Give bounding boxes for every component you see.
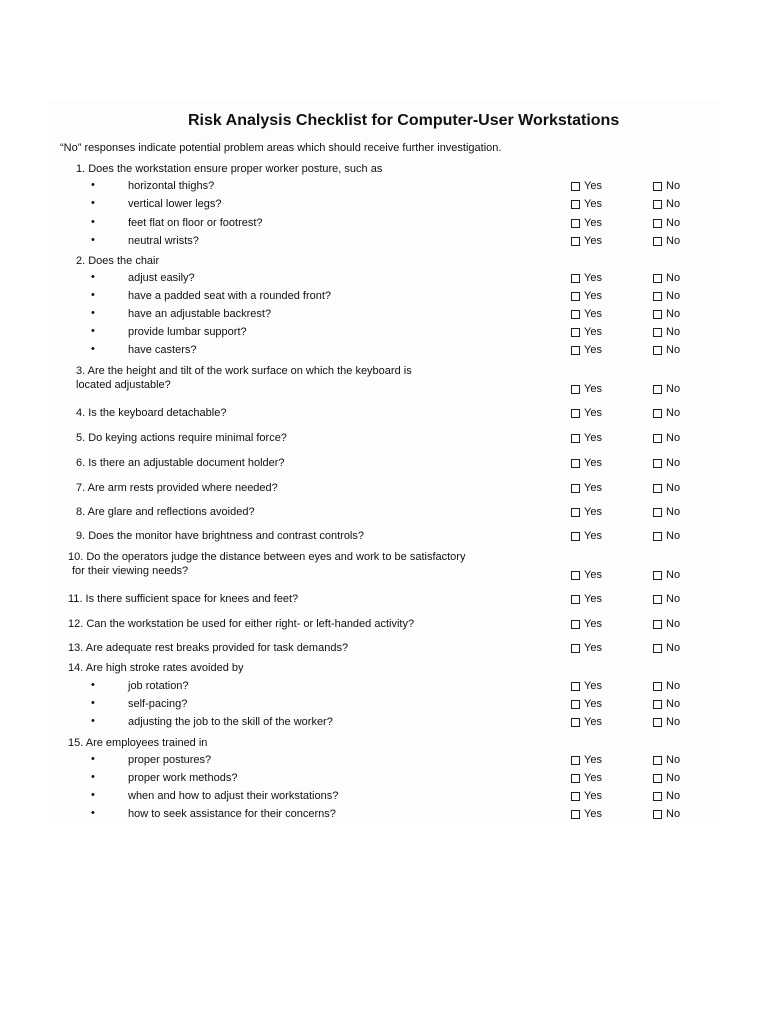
bullet-icon: •	[91, 216, 95, 228]
bullet-icon: •	[91, 771, 95, 783]
checklist-item-row	[48, 754, 720, 772]
checklist-item-text: horizontal thighs?	[128, 180, 215, 192]
checklist-item-row	[48, 680, 720, 698]
no-checkbox[interactable]	[653, 292, 662, 301]
no-option[interactable]	[653, 716, 680, 728]
yes-label: Yes	[584, 217, 602, 229]
bullet-icon: •	[91, 307, 95, 319]
no-checkbox[interactable]	[653, 328, 662, 337]
yes-checkbox[interactable]	[571, 459, 580, 468]
no-option[interactable]	[653, 180, 680, 192]
question-row	[48, 482, 720, 500]
question-row	[48, 364, 720, 400]
no-checkbox[interactable]	[653, 484, 662, 493]
checklist-item-text: proper work methods?	[128, 772, 238, 784]
question-text-line1: 10. Do the operators judge the distance between eyes and work to be satisfactory	[68, 551, 466, 563]
bullet-icon: •	[91, 807, 95, 819]
no-checkbox[interactable]	[653, 346, 662, 355]
question-text-line2: located adjustable?	[76, 379, 171, 391]
no-checkbox[interactable]	[653, 644, 662, 653]
no-option[interactable]	[653, 593, 680, 605]
yes-option[interactable]	[571, 790, 602, 802]
checklist-item-text: self-pacing?	[128, 698, 188, 710]
no-option[interactable]	[653, 198, 680, 210]
page-title	[48, 112, 720, 130]
checklist-item-text: how to seek assistance for their concerns?	[128, 808, 336, 820]
yes-label: Yes	[584, 235, 602, 247]
yes-label: Yes	[584, 530, 602, 542]
no-checkbox[interactable]	[653, 274, 662, 283]
no-checkbox[interactable]	[653, 718, 662, 727]
no-label: No	[666, 290, 681, 302]
no-checkbox[interactable]	[653, 200, 662, 209]
yes-option[interactable]	[571, 326, 602, 338]
no-option[interactable]	[653, 383, 680, 395]
yes-option[interactable]	[571, 272, 602, 284]
no-checkbox[interactable]	[653, 310, 662, 319]
yes-label: Yes	[584, 642, 602, 654]
yes-checkbox[interactable]	[571, 237, 580, 246]
yes-label: Yes	[584, 457, 602, 469]
yes-option[interactable]	[571, 530, 602, 542]
no-option[interactable]	[653, 482, 680, 494]
yes-label: Yes	[584, 754, 602, 766]
yes-checkbox[interactable]	[571, 328, 580, 337]
yes-option[interactable]	[571, 235, 602, 247]
yes-checkbox[interactable]	[571, 571, 580, 580]
no-label: No	[666, 432, 681, 444]
question-text-line1: 3. Are the height and tilt of the work surface on which the keyboard is	[76, 365, 412, 377]
no-label: No	[666, 618, 681, 630]
checklist-item-text: proper postures?	[128, 754, 212, 766]
question-row	[48, 432, 720, 450]
question-row	[48, 642, 720, 660]
yes-label: Yes	[584, 618, 602, 630]
yes-checkbox[interactable]	[571, 508, 580, 517]
question-text: 11. Is there sufficient space for knees and feet?	[68, 593, 299, 605]
no-checkbox[interactable]	[653, 459, 662, 468]
yes-label: Yes	[584, 326, 602, 338]
no-option[interactable]	[653, 217, 680, 229]
yes-checkbox[interactable]	[571, 385, 580, 394]
yes-checkbox[interactable]	[571, 409, 580, 418]
question-row	[48, 457, 720, 475]
yes-label: Yes	[584, 383, 602, 395]
checklist-item-row	[48, 808, 720, 826]
question-row	[48, 593, 720, 611]
yes-checkbox[interactable]	[571, 292, 580, 301]
question-text: 14. Are high stroke rates avoided by	[68, 662, 244, 674]
no-checkbox[interactable]	[653, 774, 662, 783]
yes-option[interactable]	[571, 290, 602, 302]
no-option[interactable]	[653, 790, 680, 802]
checklist-item-text: provide lumbar support?	[128, 326, 247, 338]
question-text: 5. Do keying actions require minimal force?	[76, 432, 287, 444]
checklist-item-text: have a padded seat with a rounded front?	[128, 290, 332, 302]
bullet-icon: •	[91, 289, 95, 301]
yes-option[interactable]	[571, 432, 602, 444]
yes-option[interactable]	[571, 698, 602, 710]
no-option[interactable]	[653, 235, 680, 247]
yes-checkbox[interactable]	[571, 774, 580, 783]
checklist-item-row	[48, 344, 720, 362]
checklist-item-text: feet flat on floor or footrest?	[128, 217, 263, 229]
yes-label: Yes	[584, 198, 602, 210]
yes-option[interactable]	[571, 618, 602, 630]
yes-option[interactable]	[571, 344, 602, 356]
no-checkbox[interactable]	[653, 571, 662, 580]
no-option[interactable]	[653, 457, 680, 469]
question-text: 6. Is there an adjustable document holder?	[76, 457, 285, 469]
checklist-item-row	[48, 326, 720, 344]
no-option[interactable]	[653, 698, 680, 710]
checklist-item-row	[48, 290, 720, 308]
no-checkbox[interactable]	[653, 434, 662, 443]
bullet-icon: •	[91, 271, 95, 283]
yes-label: Yes	[584, 593, 602, 605]
no-label: No	[666, 530, 681, 542]
checklist-item-row	[48, 308, 720, 326]
bullet-icon: •	[91, 234, 95, 246]
yes-label: Yes	[584, 790, 602, 802]
yes-label: Yes	[584, 569, 602, 581]
yes-label: Yes	[584, 290, 602, 302]
no-option[interactable]	[653, 530, 680, 542]
yes-option[interactable]	[571, 569, 602, 581]
question-text: 1. Does the workstation ensure proper worker posture, such as	[76, 163, 383, 175]
checklist-item-row	[48, 272, 720, 290]
no-option[interactable]	[653, 506, 680, 518]
bullet-icon: •	[91, 679, 95, 691]
no-option[interactable]	[653, 680, 680, 692]
no-label: No	[666, 680, 681, 692]
no-option[interactable]	[653, 308, 680, 320]
checklist-item-row	[48, 716, 720, 734]
no-option[interactable]	[653, 344, 680, 356]
question-row	[48, 506, 720, 524]
no-checkbox[interactable]	[653, 219, 662, 228]
yes-label: Yes	[584, 482, 602, 494]
no-checkbox[interactable]	[653, 682, 662, 691]
question-row	[48, 550, 720, 586]
yes-checkbox[interactable]	[571, 200, 580, 209]
no-label: No	[666, 383, 681, 395]
yes-option[interactable]	[571, 308, 602, 320]
yes-checkbox[interactable]	[571, 792, 580, 801]
yes-checkbox[interactable]	[571, 182, 580, 191]
no-checkbox[interactable]	[653, 409, 662, 418]
yes-checkbox[interactable]	[571, 700, 580, 709]
yes-option[interactable]	[571, 593, 602, 605]
no-label: No	[666, 235, 681, 247]
yes-checkbox[interactable]	[571, 756, 580, 765]
question-text	[68, 550, 465, 578]
no-option[interactable]	[653, 272, 680, 284]
yes-option[interactable]	[571, 407, 602, 419]
yes-option[interactable]	[571, 482, 602, 494]
no-label: No	[666, 344, 681, 356]
yes-label: Yes	[584, 180, 602, 192]
yes-option[interactable]	[571, 383, 602, 395]
no-label: No	[666, 506, 681, 518]
no-checkbox[interactable]	[653, 792, 662, 801]
question-row	[48, 737, 720, 755]
checklist-item-row	[48, 198, 720, 216]
yes-label: Yes	[584, 272, 602, 284]
no-option[interactable]	[653, 326, 680, 338]
no-label: No	[666, 407, 681, 419]
yes-label: Yes	[584, 344, 602, 356]
question-text: 9. Does the monitor have brightness and contrast controls?	[76, 530, 364, 542]
yes-checkbox[interactable]	[571, 484, 580, 493]
bullet-icon: •	[91, 179, 95, 191]
question-row	[48, 407, 720, 425]
no-option[interactable]	[653, 772, 680, 784]
yes-label: Yes	[584, 432, 602, 444]
yes-checkbox[interactable]	[571, 718, 580, 727]
no-label: No	[666, 790, 681, 802]
no-option[interactable]	[653, 290, 680, 302]
yes-label: Yes	[584, 772, 602, 784]
question-text: 15. Are employees trained in	[68, 737, 208, 749]
yes-checkbox[interactable]	[571, 644, 580, 653]
yes-label: Yes	[584, 716, 602, 728]
yes-option[interactable]	[571, 217, 602, 229]
no-label: No	[666, 326, 681, 338]
no-label: No	[666, 457, 681, 469]
question-text: 13. Are adequate rest breaks provided for task demands?	[68, 642, 349, 654]
no-label: No	[666, 482, 681, 494]
bullet-icon: •	[91, 325, 95, 337]
no-option[interactable]	[653, 808, 680, 820]
no-checkbox[interactable]	[653, 620, 662, 629]
yes-option[interactable]	[571, 772, 602, 784]
no-label: No	[666, 308, 681, 320]
no-option[interactable]	[653, 569, 680, 581]
no-label: No	[666, 180, 681, 192]
intro-text: “No” responses indicate potential problem areas which should receive further investigation.	[60, 142, 502, 154]
question-text: 12. Can the workstation be used for either right- or left-handed activity?	[68, 618, 415, 630]
no-checkbox[interactable]	[653, 237, 662, 246]
yes-checkbox[interactable]	[571, 532, 580, 541]
no-option[interactable]	[653, 642, 680, 654]
checklist-item-row	[48, 235, 720, 253]
yes-option[interactable]	[571, 506, 602, 518]
yes-label: Yes	[584, 506, 602, 518]
checklist-item-row	[48, 217, 720, 235]
question-row	[48, 662, 720, 680]
no-option[interactable]	[653, 432, 680, 444]
yes-label: Yes	[584, 680, 602, 692]
bullet-icon: •	[91, 697, 95, 709]
checklist-item-row	[48, 772, 720, 790]
no-label: No	[666, 198, 681, 210]
no-option[interactable]	[653, 754, 680, 766]
checklist-item-row	[48, 180, 720, 198]
checklist-item-text: job rotation?	[128, 680, 189, 692]
no-checkbox[interactable]	[653, 385, 662, 394]
yes-checkbox[interactable]	[571, 620, 580, 629]
checklist-item-text: adjust easily?	[128, 272, 195, 284]
yes-checkbox[interactable]	[571, 274, 580, 283]
yes-option[interactable]	[571, 754, 602, 766]
yes-label: Yes	[584, 808, 602, 820]
no-checkbox[interactable]	[653, 595, 662, 604]
no-label: No	[666, 272, 681, 284]
yes-option[interactable]	[571, 457, 602, 469]
yes-label: Yes	[584, 308, 602, 320]
no-option[interactable]	[653, 618, 680, 630]
no-checkbox[interactable]	[653, 182, 662, 191]
question-row	[48, 530, 720, 548]
bullet-icon: •	[91, 789, 95, 801]
question-row	[48, 163, 720, 181]
no-label: No	[666, 808, 681, 820]
checklist-item-text: have an adjustable backrest?	[128, 308, 272, 320]
yes-option[interactable]	[571, 198, 602, 210]
question-text: 2. Does the chair	[76, 255, 160, 267]
checklist-item-text: vertical lower legs?	[128, 198, 222, 210]
bullet-icon: •	[91, 715, 95, 727]
no-label: No	[666, 698, 681, 710]
yes-option[interactable]	[571, 180, 602, 192]
checklist-item-text: have casters?	[128, 344, 197, 356]
checklist-item-row	[48, 698, 720, 716]
question-text	[76, 364, 412, 392]
yes-checkbox[interactable]	[571, 810, 580, 819]
yes-label: Yes	[584, 698, 602, 710]
bullet-icon: •	[91, 753, 95, 765]
question-text: 4. Is the keyboard detachable?	[76, 407, 227, 419]
no-checkbox[interactable]	[653, 508, 662, 517]
no-label: No	[666, 754, 681, 766]
bullet-icon: •	[91, 343, 95, 355]
no-label: No	[666, 593, 681, 605]
checklist-item-row	[48, 790, 720, 808]
yes-option[interactable]	[571, 680, 602, 692]
yes-option[interactable]	[571, 642, 602, 654]
question-row	[48, 618, 720, 636]
no-checkbox[interactable]	[653, 700, 662, 709]
question-text: 8. Are glare and reflections avoided?	[76, 506, 255, 518]
no-checkbox[interactable]	[653, 810, 662, 819]
checklist-item-text: adjusting the job to the skill of the worker?	[128, 716, 333, 728]
no-label: No	[666, 569, 681, 581]
yes-checkbox[interactable]	[571, 434, 580, 443]
no-label: No	[666, 772, 681, 784]
bullet-icon: •	[91, 197, 95, 209]
yes-label: Yes	[584, 407, 602, 419]
checklist-item-text: neutral wrists?	[128, 235, 199, 247]
yes-option[interactable]	[571, 716, 602, 728]
question-text-line2: for their viewing needs?	[72, 565, 189, 577]
no-label: No	[666, 217, 681, 229]
no-checkbox[interactable]	[653, 756, 662, 765]
title-text: Risk Analysis Checklist for Computer-User Workstations	[188, 112, 620, 129]
yes-checkbox[interactable]	[571, 595, 580, 604]
no-option[interactable]	[653, 407, 680, 419]
checklist-page	[48, 100, 720, 824]
yes-checkbox[interactable]	[571, 310, 580, 319]
no-label: No	[666, 716, 681, 728]
yes-option[interactable]	[571, 808, 602, 820]
no-label: No	[666, 642, 681, 654]
checklist-item-text: when and how to adjust their workstations?	[128, 790, 339, 802]
question-row	[48, 255, 720, 273]
no-checkbox[interactable]	[653, 532, 662, 541]
question-text: 7. Are arm rests provided where needed?	[76, 482, 278, 494]
yes-checkbox[interactable]	[571, 682, 580, 691]
yes-checkbox[interactable]	[571, 346, 580, 355]
yes-checkbox[interactable]	[571, 219, 580, 228]
